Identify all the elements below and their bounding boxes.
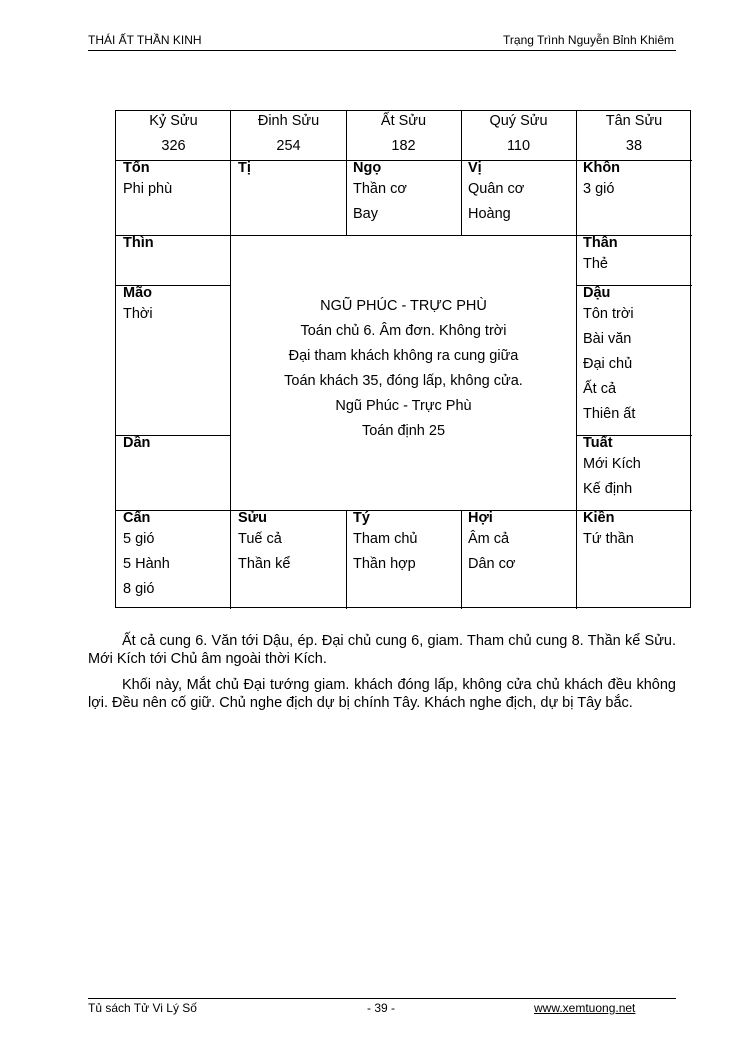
palace-name: Thìn [123, 235, 154, 251]
grid-line [461, 510, 462, 609]
palace-name: Sửu [238, 510, 268, 526]
palace-ti [238, 159, 343, 177]
palace-name: Ngọ [353, 160, 382, 176]
palace-line: 8 gió [123, 581, 155, 597]
top-cell-value: 38 [625, 138, 643, 154]
palace-line: Tứ thần [583, 531, 634, 547]
footer-left: Tủ sách Tử Vi Lý Số [88, 1001, 197, 1015]
palace-line: Ất cả [583, 381, 617, 397]
palace-ngo [353, 159, 458, 227]
center-text [231, 294, 576, 444]
palace-ton [123, 159, 228, 202]
palace-name: Tý [353, 510, 370, 526]
header-left: THÁI ẤT THẦN KINH [88, 33, 202, 47]
header-rule [88, 50, 676, 51]
center-line: Toán khách 35, đóng lấp, không cửa. [284, 373, 523, 389]
palace-name: Dậu [583, 285, 611, 301]
grid-line [576, 235, 577, 609]
center-title: NGŨ PHÚC - TRỰC PHÙ [320, 298, 487, 314]
palace-mao [123, 284, 228, 327]
palace-dan [123, 434, 228, 452]
top-cell-name: Ất Sửu [380, 113, 427, 129]
top-cell-value: 254 [276, 138, 301, 154]
top-cell-name: Quý Sửu [489, 113, 548, 129]
palace-line: Tôn trời [583, 306, 634, 322]
palace-vi [468, 159, 573, 227]
top-cell-name: Tân Sửu [605, 113, 663, 129]
palace-line: Dân cơ [468, 556, 516, 572]
top-cell-value: 182 [391, 138, 416, 154]
palace-suu [238, 509, 343, 577]
palace-line: Đại chủ [583, 356, 633, 372]
palace-kien [583, 509, 688, 552]
top-cell-value: 110 [506, 138, 531, 154]
palace-thin [123, 234, 228, 252]
palace-line: Thần hợp [353, 556, 416, 572]
palace-line: Tham chủ [353, 531, 418, 547]
palace-name: Mão [123, 285, 152, 301]
palace-name: Cấn [123, 510, 151, 526]
top-cell-value: 326 [161, 138, 186, 154]
palace-line: 3 gió [583, 181, 615, 197]
palace-line: Mới Kích [583, 456, 641, 472]
palace-line: Thẻ [583, 256, 608, 272]
palace-name: Dần [123, 435, 151, 451]
footer-link[interactable]: www.xemtuong.net [534, 1001, 636, 1015]
grid-line [346, 510, 347, 609]
center-line: Ngũ Phúc - Trực Phù [335, 398, 472, 414]
palace-line: Bài văn [583, 331, 632, 347]
palace-name: Kiền [583, 510, 615, 526]
footer-rule [88, 998, 676, 999]
center-line: Toán chủ 6. Âm đơn. Không trời [300, 323, 507, 339]
palace-line: 5 Hành [123, 556, 170, 572]
palace-than [583, 234, 688, 277]
palace-khon [583, 159, 688, 202]
palace-line: Kế định [583, 481, 633, 497]
top-cell [116, 109, 231, 159]
palace-grid [115, 110, 691, 608]
top-cell-name: Kỷ Sửu [149, 113, 198, 129]
palace-line: Phi phù [123, 181, 173, 197]
palace-name: Tị [238, 160, 251, 176]
palace-name: Thân [583, 235, 618, 251]
palace-line: Thời [123, 306, 153, 322]
palace-can [123, 509, 228, 602]
top-cell [576, 109, 692, 159]
palace-line: Thiên ất [583, 406, 636, 422]
top-cell [461, 109, 576, 159]
palace-name: Hợi [468, 510, 493, 526]
palace-dau [583, 284, 688, 427]
palace-name: Khôn [583, 160, 621, 176]
header-right: Trạng Trình Nguyễn Bỉnh Khiêm [503, 33, 674, 47]
paragraph-1: Ất cả cung 6. Văn tới Dậu, ép. Đại chủ cung 6, giam. Tham chủ cung 8. Thần kể Sửu. Mới Kích tới Chủ âm ngoài thời Kích. [88, 633, 676, 667]
palace-tuat [583, 434, 688, 502]
palace-line: Thần cơ [353, 181, 407, 197]
palace-line: 5 gió [123, 531, 155, 547]
palace-hoi [468, 509, 573, 577]
center-line: Toán định 25 [361, 423, 446, 439]
palace-name: Tuất [583, 435, 613, 451]
palace-line: Quân cơ [468, 181, 525, 197]
palace-line: Tuế cả [238, 531, 282, 547]
palace-name: Vị [468, 160, 482, 176]
palace-line: Thần kể [238, 556, 291, 572]
paragraph-2: Khối này, Mắt chủ Đại tướng giam. khách đóng lấp, không cửa chủ khách đều không lợi. Đều nên cố giữ. Chủ nghe địch dự bị chính Tây. Khách nghe địch, dự bị Tây bắc. [88, 677, 676, 711]
page-number: - 39 - [367, 1001, 396, 1015]
palace-line: Hoàng [468, 206, 511, 222]
palace-ty [353, 509, 458, 577]
top-cell [231, 109, 346, 159]
top-cell [346, 109, 461, 159]
palace-name: Tốn [123, 160, 150, 176]
palace-line: Bay [353, 206, 378, 222]
center-line: Đại tham khách không ra cung giữa [288, 348, 519, 364]
palace-line: Âm cả [468, 531, 510, 547]
top-cell-name: Đinh Sửu [257, 113, 320, 129]
